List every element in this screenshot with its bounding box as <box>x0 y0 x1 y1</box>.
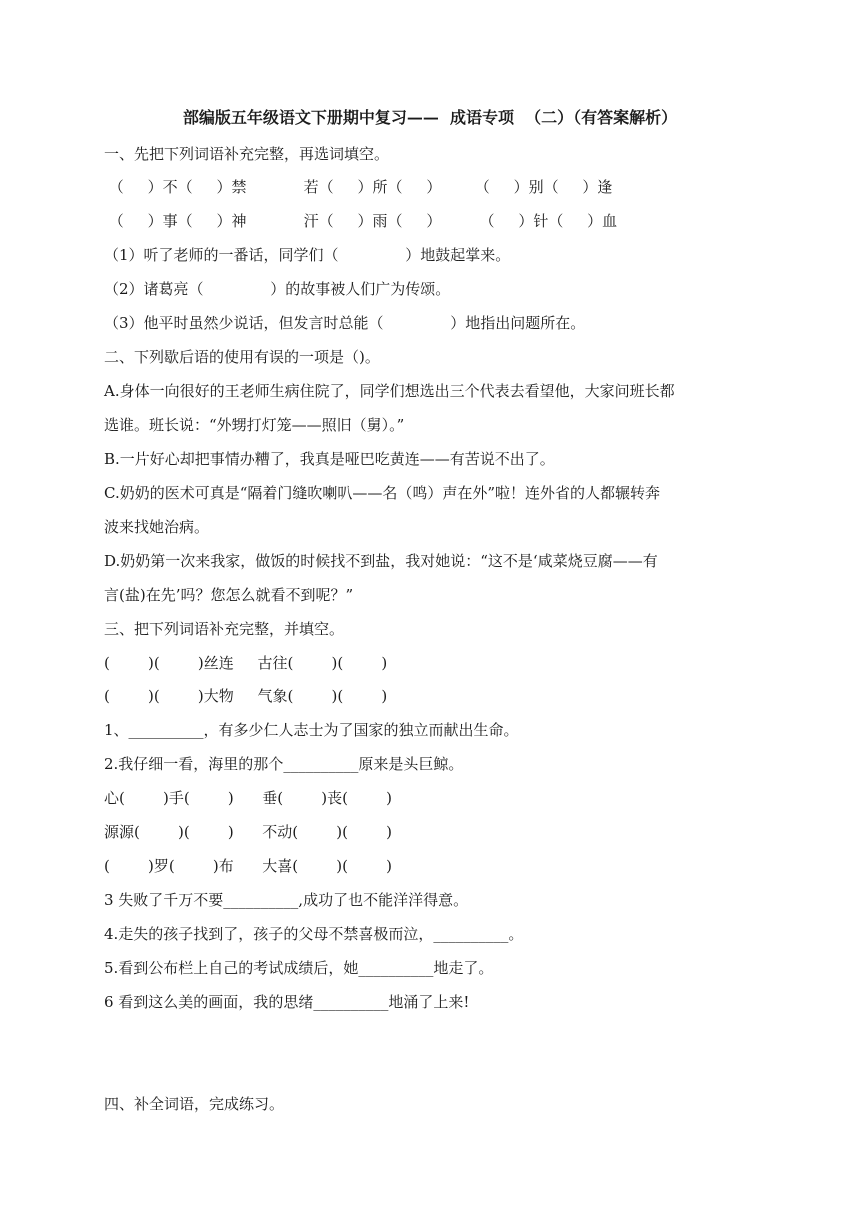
option-a-line: A.身体一向很好的王老师生病住院了，同学们想选出三个代表去看望他，大家问班长都 <box>104 382 675 400</box>
idiom-blank-row: 源源( )( ) 不动( )( ) <box>104 823 393 841</box>
idiom-blank-row: ( )( )大物 气象( )( ) <box>104 687 388 705</box>
fill-sentence: 2.我仔细一看，海里的那个__________原来是头巨鲸。 <box>104 755 464 773</box>
option-c-line: 波来找她治病。 <box>104 518 210 536</box>
fill-sentence: 6 看到这么美的画面，我的思绪__________地涌了上来! <box>104 993 470 1011</box>
idiom-blank-row: ( )罗( )布 大喜( )( ) <box>104 857 393 875</box>
idiom-blank-row: （ ）事（ ）神 汗（ ）雨（ ） （ ）针（ ）血 <box>104 212 618 230</box>
section-3-heading: 三、把下列词语补充完整，并填空。 <box>104 620 345 638</box>
idiom-blank-row: ( )( )丝连 古往( )( ) <box>104 654 388 672</box>
fill-sentence: 3 失败了千万不要__________,成功了也不能洋洋得意。 <box>104 891 469 909</box>
option-d-line: D.奶奶第一次来我家，做饭的时候找不到盐，我对她说：“这不是‘咸菜烧豆腐——有 <box>104 552 658 570</box>
option-c-line: C.奶奶的医术可真是“隔着门缝吹喇叭——名（鸣）声在外”啦！连外省的人都辗转奔 <box>104 484 661 502</box>
section-4-heading: 四、补全词语，完成练习。 <box>104 1095 285 1113</box>
option-d-line: 言(盐)在先’吗？您怎么就看不到呢？” <box>104 586 354 604</box>
idiom-blank-row: 心( )手( ) 垂( )丧( ) <box>104 789 393 807</box>
section-1-heading: 一、先把下列词语补充完整，再选词填空。 <box>104 145 390 163</box>
option-a-line: 选谁。班长说：“外甥打灯笼——照旧（舅）。” <box>104 416 405 434</box>
idiom-blank-row: （ ）不（ ）禁 若（ ）所（ ） （ ）别（ ）逢 <box>104 178 613 196</box>
fill-sentence: 4.走失的孩子找到了，孩子的父母不禁喜极而泣，__________。 <box>104 925 524 943</box>
fill-sentence: 1、__________，有多少仁人志士为了国家的独立而献出生命。 <box>104 721 519 739</box>
fill-sentence: （1）听了老师的一番话，同学们（ ）地鼓起掌来。 <box>104 246 511 264</box>
fill-sentence: （3）他平时虽然少说话，但发言时总能（ ）地指出问题所在。 <box>104 314 586 332</box>
page-title: 部编版五年级语文下册期中复习—— 成语专项 （二）（有答案解析） <box>182 108 678 127</box>
section-2-heading: 二、下列歇后语的使用有误的一项是（)。 <box>104 348 380 366</box>
fill-sentence: （2）诸葛亮（ ）的故事被人们广为传颂。 <box>104 280 451 298</box>
option-b-line: B.一片好心却把事情办糟了，我真是哑巴吃黄连——有苦说不出了。 <box>104 450 555 468</box>
fill-sentence: 5.看到公布栏上自己的考试成绩后，她__________地走了。 <box>104 959 494 977</box>
